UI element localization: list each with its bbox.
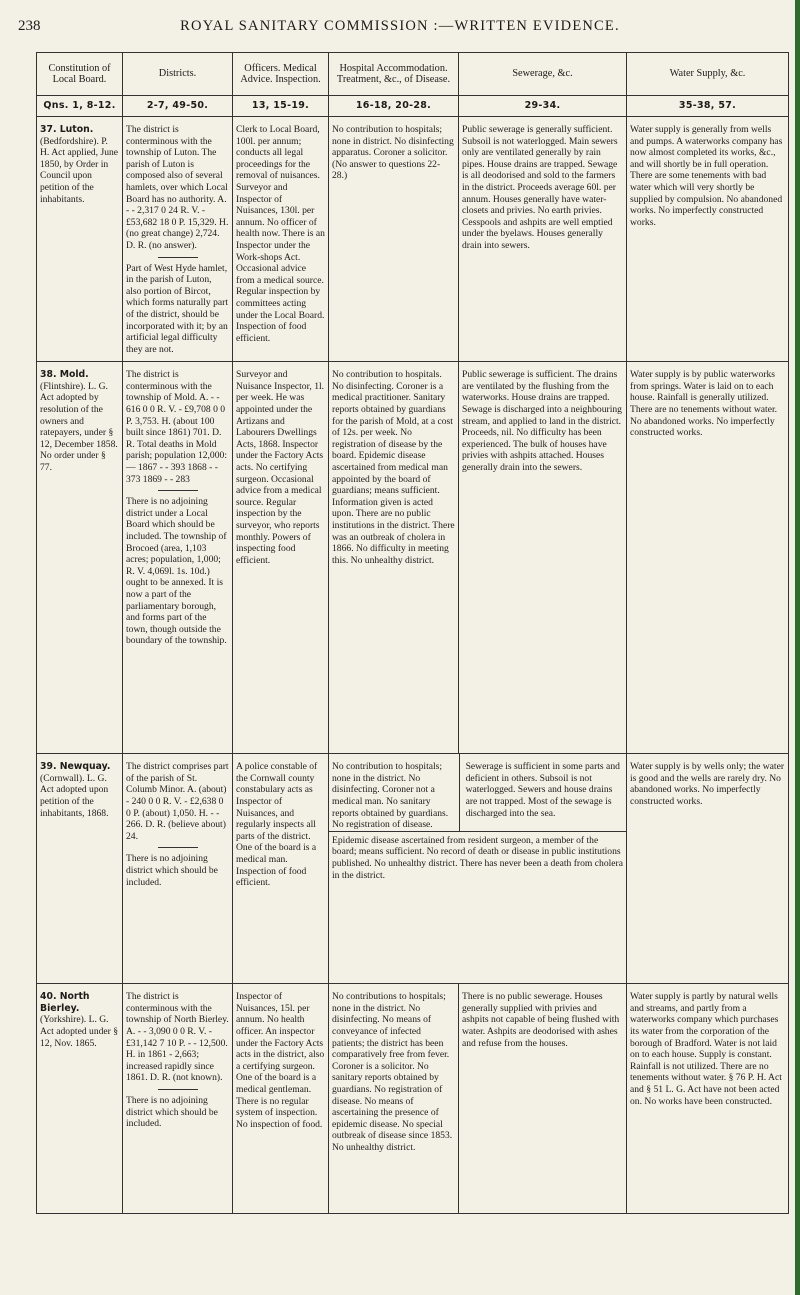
officers-cell: Clerk to Local Board, 100l. per annum; conducts all legal proceedings for the removal of nuisances. Surveyor and Inspector of Nuisances, 130l. per annum. No officer of health now. There is an Inspector under the Work-shops Act. Occasional advice from a medical source. Regular inspection by committees acting under the Local Board. Inspection of food efficient. [233, 117, 329, 362]
constitution-text: (Flintshire). L. G. Act adopted by resolution of the owners and ratepayers, under § 12, December 1858. No order under § 77. [40, 380, 118, 474]
divider [158, 1089, 198, 1090]
header-row [37, 53, 789, 96]
districts-note: There is no adjoining district under a Local Board which should be included. The township of Brocoed (area, 1,103 acres; population, 1,000; R. V. 4,069l. 1s. 10d.) ought to be annexed. It is now a part of the parliamentary borough, and forms part of the town, though outside the boundary of the township. [126, 496, 227, 647]
water-cell: Water supply is generally from wells and pumps. A waterworks company has now almost completed its works, &c., and will shortly be in full operation. There are some tenements with bad water which will very shortly be supplied by compulsion. No abandoned works. No imperfectly constructed works. [627, 117, 789, 362]
hospital-cell: No contributions to hospitals; none in the district. No disinfecting. No means of conveyance of infected patients; the district has been comparatively free from fever. Coroner is a solicitor. No sanitary reports obtained by guardians. No registration of disease. No means of ascertaining the presence of epidemic disease. No special outbreak of disease since 1853. No unhealthy district. [329, 984, 459, 1214]
sewerage-text: Sewerage is sufficient in some parts and deficient in others. Subsoil is not waterlogged. Sewers and house drains are not trapped. Most of the sewage is discharged into the sea. [465, 761, 620, 819]
col-header: Districts. [123, 53, 233, 96]
districts-text: The district comprises part of the parish of St. Columb Minor. A. (about) - 240 0 0 R. V. - £2,638 0 0 P. (about) 1,050. H. - - 266. D. R. (believe about) 24. [126, 761, 229, 842]
page-number: 238 [18, 18, 41, 34]
question-numbers-row [37, 96, 789, 117]
col-header: Officers. Medical Advice. Inspection. [233, 53, 329, 96]
constitution-cell [37, 984, 123, 1214]
table-row [37, 754, 789, 984]
place-name: 39. Newquay. [40, 761, 111, 773]
col-header: Constitution of Local Board. [37, 53, 123, 96]
districts-note: Part of West Hyde hamlet, in the parish of Luton, also portion of Bircot, which forms naturally part of the district, should be incorporated with it; by an artificial legal difficulty they are not. [126, 262, 229, 355]
districts-cell [123, 754, 233, 984]
hospital-cell: No contribution to hospitals. No disinfecting. Coroner is a medical practitioner. Sanitary reports obtained by guardians for the parish of Mold, at a cost of 12s. per week. No registration of disease by the board. Epidemic disease ascertained from medical man appointed by the board of guardians; means sufficient. Information given is acted upon. There are no public institutions in the district. There was an outbreak of cholera in 1866. No difficulty in meeting this. No unhealthy district. [329, 362, 459, 754]
districts-text: The district is conterminous with the township of North Bierley. A. - - 3,090 0 0 R. V. - £31,142 7 10 P. - - 12,500. H. in 1861 - 2,663; increased rapidly since 1861. D. R. (not known). [126, 991, 229, 1084]
question-number: 2-7, 49-50. [123, 96, 233, 117]
constitution-text: (Yorkshire). L. G. Act adopted under § 12, Nov. 1865. [40, 1014, 119, 1049]
col-header: Sewerage, &c. [459, 53, 627, 96]
districts-note: There is no adjoining district which should be included. [126, 1095, 218, 1130]
constitution-cell [37, 117, 123, 362]
hospital-text: No contribution to hospitals; none in the district. No disinfecting. Coroner not a medical man. No sanitary reports obtained by guardians. No registration of disease. [329, 754, 460, 831]
table-row [37, 117, 789, 362]
place-name: 37. Luton. [40, 124, 94, 135]
place-name: 38. Mold. [40, 369, 89, 381]
sewerage-cell: Public sewerage is generally sufficient. Subsoil is not waterlogged. Main sewers only are ventilated generally by rain pipes. House drains are trapped. Sewage is all deodorised and sold to the farmers in the district. Proceeds average 60l. per annum. Houses generally have water-closets and privies. No earth privies. Cesspools and ashpits are well emptied under the byelaws. Houses generally drain into sewers. [459, 117, 627, 362]
running-title: ROYAL SANITARY COMMISSION :—WRITTEN EVIDENCE. [180, 18, 620, 34]
constitution-text: (Bedfordshire). P. H. Act applied, June 1850, by Order in Council upon petition of the inhabitants. [40, 135, 119, 205]
question-number: 16-18, 20-28. [329, 96, 459, 117]
table-row [37, 362, 789, 754]
water-cell: Water supply is by wells only; the water is good and the wells are rarely dry. No abandoned works. No imperfectly constructed works. [627, 754, 789, 984]
hospital-cell: No contribution to hospitals; none in district. No disinfecting apparatus. Coroner a solicitor. (No answer to questions 22-28.) [329, 117, 459, 362]
constitution-text: (Cornwall). L. G. Act adopted upon petition of the inhabitants, 1868. [40, 772, 109, 819]
split-cells [329, 754, 626, 831]
hospital-sewerage-cell [329, 754, 627, 984]
sewerage-cell: Public sewerage is sufficient. The drains are ventilated by the flushing from the waterworks. House drains are trapped. Sewage is discharged into a neighbouring stream, and applied to land in the district. Proceeds, nil. No difficulty has been experienced. The bulk of houses have privies with ashpits attached. Houses generally drain into the sewers. [459, 362, 627, 754]
table-row [37, 984, 789, 1214]
districts-cell [123, 362, 233, 754]
constitution-cell [37, 362, 123, 754]
officers-cell: A police constable of the Cornwall county constabulary acts as Inspector of Nuisances, and regularly inspects all parts of the district. One of the board is a medical man. Inspection of food efficient. [233, 754, 329, 984]
districts-text: The district is conterminous with the township of Mold. A. - - 616 0 0 R. V. - £9,708 0 0 P. 3,753. H. (about 100 built since 1861) 701. D. R. Total deaths in Mold parish; population 12,000:— 1867 - - 393 1868 - - 373 1869 - - 283 [126, 369, 227, 485]
sewerage-cell: There is no public sewerage. Houses generally supplied with privies and ashpits not capable of being flushed with water. Ashpits are deodorised with ashes and refuse from the houses. [459, 984, 627, 1214]
water-cell: Water supply is partly by natural wells and streams, and partly from a waterworks company which purchases its water from the corporation of the borough of Bradford. Water is not laid on to each house. Supply is constant. Rainfall is not utilized. There are no tenements without water. § 76 P. H. Act and § 51 L. G. Act have not been acted on. No works have been constructed. [627, 984, 789, 1214]
districts-note: There is no adjoining district which should be included. [126, 853, 218, 888]
constitution-cell [37, 754, 123, 984]
col-header: Hospital Accommodation. Treatment, &c., of Disease. [329, 53, 459, 96]
evidence-table [36, 52, 789, 1214]
running-header [0, 16, 800, 40]
officers-cell: Surveyor and Nuisance Inspector, 1l. per week. He was appointed under the Artizans and Labourers Dwellings Acts, 1868. Inspector under the Factory Acts acts. No certifying surgeon. Occasional advice from a medical source. Regular inspection by the surveyor, who reports monthly. Powers of inspecting food efficient. [233, 362, 329, 754]
page-edge-strip [795, 0, 800, 1295]
water-cell: Water supply is by public waterworks from springs. Water is laid on to each house. Rainfall is generally utilized. There are no tenements without water. No abandoned works. No imperfectly constructed works. [627, 362, 789, 754]
question-number: 29-34. [459, 96, 627, 117]
divider [158, 847, 198, 848]
officers-cell: Inspector of Nuisances, 15l. per annum. No health officer. An inspector under the Factory Acts acts in the district, also a certifying surgeon. One of the board is a medical gentleman. There is no regular system of inspection. No inspection of food. [233, 984, 329, 1214]
shared-note: Epidemic disease ascertained from resident surgeon, a member of the board; means sufficient. No record of death or disease in public institutions published. No unhealthy district. There has never been a death from cholera in the district. [329, 831, 626, 881]
question-number: Qns. 1, 8-12. [37, 96, 123, 117]
districts-cell [123, 984, 233, 1214]
districts-text: The district is conterminous with the township of Luton. The parish of Luton is composed also of several hamlets, over which Local Board has no authority. A. - - 2,317 0 24 R. V. - £53,682 18 0 P. 15,329. H. (no great change) 2,724. D. R. (no answer). [126, 124, 229, 251]
districts-cell [123, 117, 233, 362]
divider [158, 490, 198, 491]
divider [158, 257, 198, 258]
question-number: 35-38, 57. [627, 96, 789, 117]
question-number: 13, 15-19. [233, 96, 329, 117]
col-header: Water Supply, &c. [627, 53, 789, 96]
place-name: 40. North Bierley. [40, 991, 90, 1014]
